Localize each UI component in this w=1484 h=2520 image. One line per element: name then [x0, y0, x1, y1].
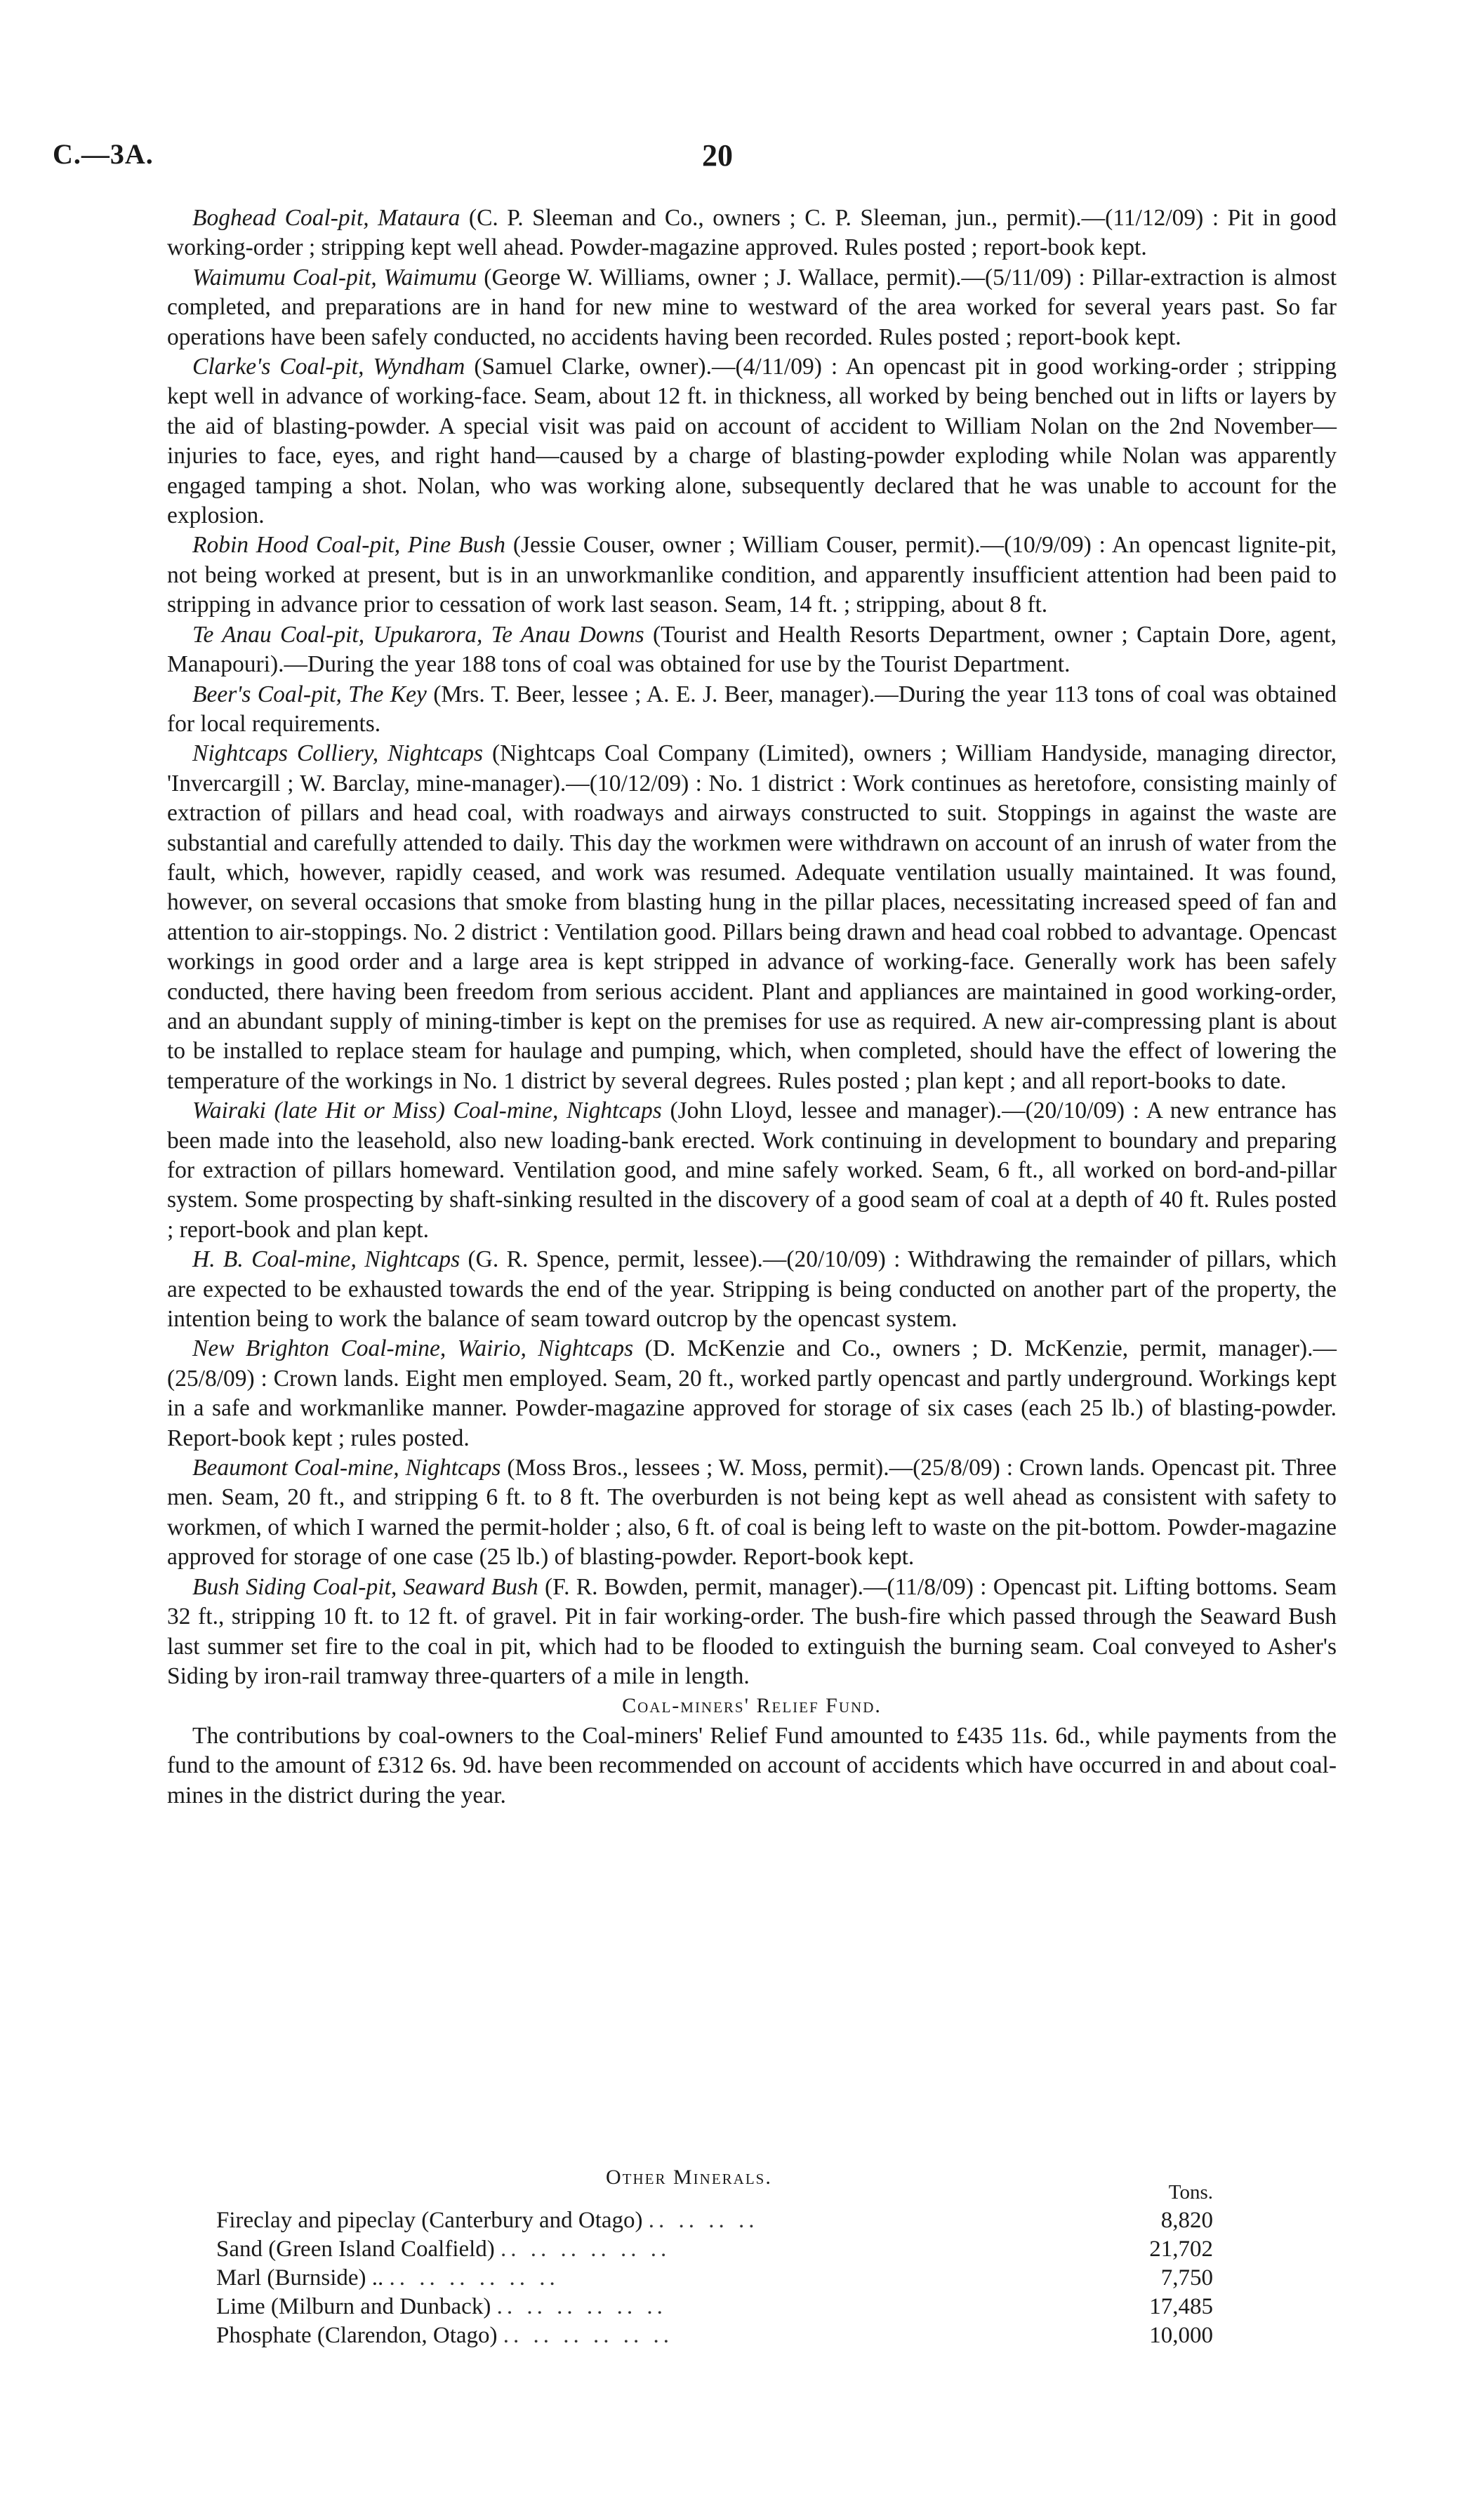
paragraph-text: (Nightcaps Coal Company (Limited), owners ; William Handyside, managing director, 'Invercargill ; W. Barclay, mine-manager).—(10/12/09) : No. 1 district : Work continues as heretofore, consisting mainly of extraction of pillars and head coal, with roadways and airways constructed to suit. Stoppings in against the waste are substantial and carefully attended to daily. This day the workmen were withdrawn on account of an inrush of water from the fault, which, however, rapidly ceased, and work was resumed. Adequate ventilation usually maintained. It was found, however, on several occasions that smoke from blasting hung in the pillar places, necessitating increased speed of fan and attention to air-stoppings. No. 2 district : Ventilation good. Pillars being drawn and head coal robbed to advantage. Opencast workings in good order and a large area is kept stripped in advance of working-face. Generally work has been safely conducted, there having been freedom from serious accident. Plant and appliances are maintained in good working-order, and an abundant supply of mining-timber is kept on the premises for use as required. A new air-compressing plant is about to be installed to replace steam for haulage and pumping, which, when completed, should have the effect of lowering the temperature of the workings in No. 1 district by several degrees. Rules posted ; plan kept ; and all report-books to date.	[167, 740, 1337, 1094]
mineral-label: Phosphate (Clarendon, Otago)	[216, 2323, 498, 2348]
paragraph-clarkes	[167, 352, 1337, 531]
paragraph-nightcaps-colliery	[167, 739, 1337, 1096]
paragraph-hb	[167, 1245, 1337, 1334]
dot-leader: .. .. .. .. .. ..	[389, 2265, 559, 2291]
document-reference: C.—3A.	[53, 138, 154, 170]
paragraph-robin-hood	[167, 531, 1337, 620]
paragraph-text: (Tourist and Health Resorts Department, owner ; Captain Dore, agent, Manapouri).—During the year 188 tons of coal was obtained for use by the Tourist Department.	[167, 621, 1337, 678]
mineral-label: Fireclay and pipeclay (Canterbury and Otago)	[216, 2208, 643, 2233]
mine-title: Robin Hood Coal-pit, Pine Bush	[192, 532, 506, 559]
paragraph-text: (D. McKenzie and Co., owners ; D. McKenzie, permit, manager).—(25/8/09) : Crown lands. Eight men employed. Seam, 20 ft., worked partly opencast and partly underground. Workings kept in a safe and workmanlike manner. Powder-magazine approved for storage of six cases (each 25 lb.) of blasting-powder. Report-book kept ; rules posted.	[167, 1335, 1337, 1451]
paragraph-text: (F. R. Bowden, permit, manager).—(11/8/09) : Opencast pit. Lifting bottoms. Seam 32 ft., stripping 10 ft. to 12 ft. of gravel. Pit in fair working-order. The bush-fire which passed through the Seaward Bush last summer set fire to the coal in pit, which had to be flooded to extinguish the burning seam. Coal conveyed to Asher's Siding by iron-rail tramway three-quarters of a mile in length.	[167, 1573, 1337, 1689]
paragraph-new-brighton	[167, 1334, 1337, 1453]
paragraph-text: (C. P. Sleeman and Co., owners ; C. P. Sleeman, jun., permit).—(11/12/09) : Pit in good working-order ; stripping kept well ahead. Powder-magazine approved. Rules posted ; report-book kept.	[167, 205, 1337, 261]
table-row	[216, 2293, 1241, 2321]
mineral-label: Marl (Burnside) ..	[216, 2265, 384, 2291]
dot-leader: .. .. .. ..	[648, 2208, 759, 2233]
paragraph-text: (Samuel Clarke, owner).—(4/11/09) : An opencast pit in good working-order ; stripping kept well in advance of working-face. Seam, about 12 ft. in thickness, all worked by being benched out in lifts or layers by the aid of blasting-powder. A special visit was paid on account of accident to William Nolan on the 2nd November—injuries to face, eyes, and right hand—caused by a charge of blasting-powder exploding while Nolan was apparently engaged tamping a shot. Nolan, who was working alone, subsequently declared that he was unable to account for the explosion.	[167, 354, 1337, 529]
mine-title: Beaumont Coal-mine, Nightcaps	[192, 1455, 501, 1481]
dot-leader: .. .. .. .. .. ..	[501, 2236, 671, 2262]
report-body	[167, 204, 1337, 1811]
table-row	[216, 2206, 1241, 2235]
other-minerals-heading: Other Minerals.	[606, 2166, 772, 2189]
dot-leader: .. .. .. .. .. ..	[496, 2294, 667, 2319]
mine-title: Boghead Coal-pit, Mataura	[192, 205, 461, 231]
paragraph-beers	[167, 680, 1337, 740]
mine-title: Beer's Coal-pit, The Key	[192, 681, 427, 707]
mineral-tons: 21,702	[1149, 2236, 1213, 2262]
mineral-label: Lime (Milburn and Dunback)	[216, 2294, 491, 2319]
mineral-tons: 10,000	[1149, 2323, 1213, 2348]
table-row	[216, 2264, 1241, 2293]
mine-title: Bush Siding Coal-pit, Seaward Bush	[192, 1573, 538, 1600]
mine-title: New Brighton Coal-mine, Wairio, Nightcaps	[192, 1335, 634, 1362]
dot-leader: .. .. .. .. .. ..	[503, 2323, 673, 2348]
paragraph-bush-siding	[167, 1573, 1337, 1692]
mine-title: Te Anau Coal-pit, Upukarora, Te Anau Downs	[192, 621, 644, 648]
relief-fund-heading: Coal-miners' Relief Fund.	[622, 1694, 882, 1718]
mine-title: Waimumu Coal-pit, Waimumu	[192, 264, 477, 291]
paragraph-text: (Jessie Couser, owner ; William Couser, permit).—(10/9/09) : An opencast lignite-pit, not being worked at present, but is in an unworkmanlike condition, and apparently insufficient attention had been paid to stripping in advance prior to cessation of work last season. Seam, 14 ft. ; stripping, about 8 ft.	[167, 532, 1337, 618]
tons-column-label: Tons.	[1168, 2181, 1213, 2204]
table-row	[216, 2321, 1241, 2350]
mineral-tons: 8,820	[1160, 2208, 1213, 2233]
paragraph-text: (Moss Bros., lessees ; W. Moss, permit).—(25/8/09) : Crown lands. Opencast pit. Three men. Seam, 20 ft., and stripping 6 ft. to 8 ft. The overburden is not being kept as well ahead as consistent with safety to workmen, of which I warned the permit-holder ; also, 6 ft. of coal is being left to waste on the pit-bottom. Powder-magazine approved for storage of one case (25 lb.) of blasting-powder. Report-book kept.	[167, 1455, 1337, 1571]
paragraph-beaumont	[167, 1453, 1337, 1573]
mine-title: Nightcaps Colliery, Nightcaps	[192, 740, 484, 767]
page-number: 20	[702, 138, 733, 173]
paragraph-text: (Mrs. T. Beer, lessee ; A. E. J. Beer, manager).—During the year 113 tons of coal was obtained for local requirements.	[167, 681, 1337, 737]
mine-title: H. B. Coal-mine, Nightcaps	[192, 1246, 461, 1273]
paragraph-waimumu	[167, 263, 1337, 352]
mineral-label: Sand (Green Island Coalfield)	[216, 2236, 495, 2262]
mineral-tons: 17,485	[1149, 2294, 1213, 2319]
paragraph-text: (G. R. Spence, permit, lessee).—(20/10/09) : Withdrawing the remainder of pillars, which are expected to be exhausted towards the end of the year. Stripping is being conducted on another part of the property, the intention being to work the balance of seam toward outcrop by the opencast system.	[167, 1246, 1337, 1333]
page-header	[53, 138, 1429, 180]
paragraph-text: (John Lloyd, lessee and manager).—(20/10/09) : A new entrance has been made into the leasehold, also new loading-bank erected. Work continuing in development to boundary and preparing for extraction of pillars homeward. Ventilation good, and mine safely worked. Seam, 6 ft., all worked on bord-and-pillar system. Some prospecting by shaft-sinking resulted in the discovery of a good seam of coal at a depth of 40 ft. Rules posted ; report-book and plan kept.	[167, 1098, 1337, 1243]
mine-title: Wairaki (late Hit or Miss) Coal-mine, Nightcaps	[192, 1098, 662, 1124]
mine-title: Clarke's Coal-pit, Wyndham	[192, 354, 465, 380]
paragraph-boghead	[167, 204, 1337, 263]
paragraph-te-anau	[167, 620, 1337, 680]
other-minerals-table	[216, 2206, 1241, 2350]
mineral-tons: 7,750	[1160, 2265, 1213, 2291]
table-row	[216, 2235, 1241, 2264]
paragraph-wairaki	[167, 1096, 1337, 1245]
paragraph-text: (George W. Williams, owner ; J. Wallace, permit).—(5/11/09) : Pillar-extraction is almost completed, and preparations are in hand for new mine to westward of the area worked for several years past. So far operations have been safely conducted, no accidents having been recorded. Rules posted ; report-book kept.	[167, 264, 1337, 350]
relief-fund-paragraph: The contributions by coal-owners to the Coal-miners' Relief Fund amounted to £435 11s. 6d., while payments from the fund to the amount of £312 6s. 9d. have been recommended on account of accidents which have occurred in and about coal-mines in the district during the year.	[167, 1722, 1337, 1808]
